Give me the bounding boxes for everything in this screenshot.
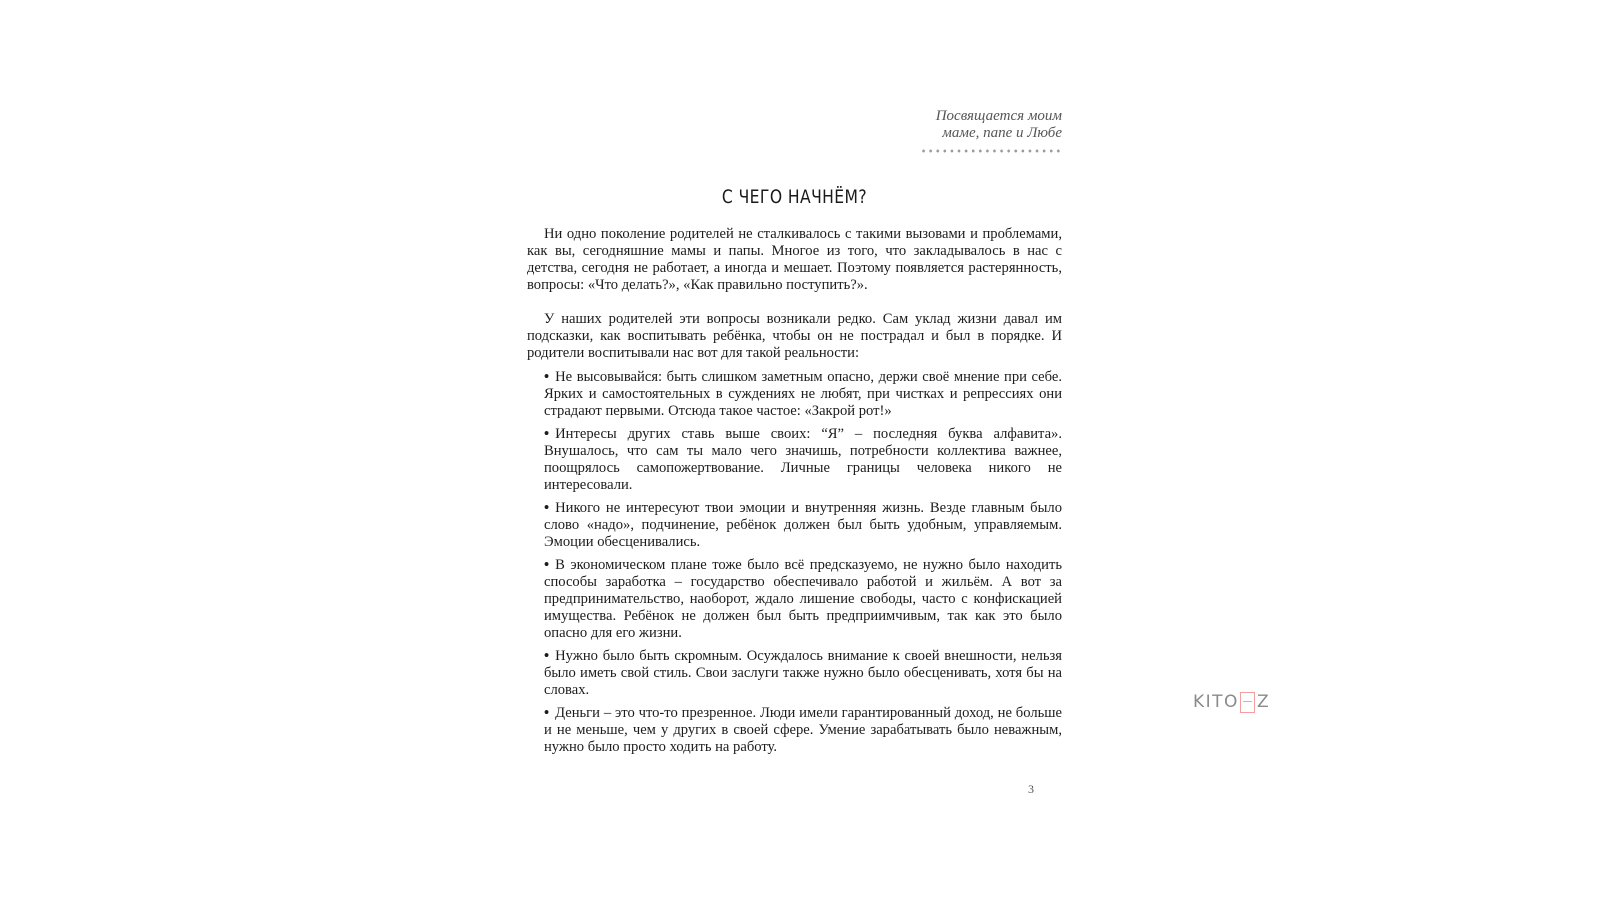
list-item xyxy=(544,557,1062,642)
dotted-divider xyxy=(920,148,1062,154)
list-item-text: Интересы других ставь выше своих: “Я” – последняя буква алфавита». Внушалось, что сам ты мало чего значишь, потребности коллектива важнее, поощрялось самопожертвование. Личные границы человека никого не интересовали. xyxy=(544,426,1062,493)
page-number: 3 xyxy=(1028,782,1034,796)
bullet-icon: • xyxy=(544,648,550,664)
watermark-text-left: KITO xyxy=(1193,692,1239,712)
paragraph-2: У наших родителей эти вопросы возникали редко. Сам уклад жизни давал им подсказки, как воспитывать ребёнка, чтобы он не пострадал и был в порядке. И родители воспитывали нас вот для такой реальности: xyxy=(527,311,1062,361)
dedication-line-2: маме, папе и Любе xyxy=(942,125,1062,141)
list-item-text: В экономическом плане тоже было всё предсказуемо, не нужно было находить способы заработка – государство обеспечивало работой и жильём. А вот за предпринимательство, наоборот, ждало лишение свободы, часто с конфискацией имущества. Ребёнок не должен был быть предприимчивым, так как это было опасно для его жизни. xyxy=(544,557,1062,641)
paragraph-1: Ни одно поколение родителей не сталкивалось с такими вызовами и проблемами, как вы, сегодняшние мамы и папы. Многое из того, что закладывалось в нас с детства, сегодня не работает, а иногда и мешает. Поэтому появляется растерянность, вопросы: «Что делать?», «Как правильно поступить?». xyxy=(527,226,1062,293)
list-item xyxy=(544,500,1062,551)
watermark-logo xyxy=(1193,690,1270,714)
book-page xyxy=(527,100,1062,820)
list-item xyxy=(544,705,1062,756)
bullet-icon: • xyxy=(544,426,550,442)
bullet-list xyxy=(527,369,1062,756)
bullet-icon: • xyxy=(544,705,550,721)
watermark-text-right: Z xyxy=(1256,692,1271,712)
list-item-text: Деньги – это что-то презренное. Люди имели гарантированный доход, не больше и не меньше, чем у других в своей сфере. Умение зарабатывать было неважным, нужно было просто ходить на работу. xyxy=(544,705,1062,755)
body-text xyxy=(527,226,1062,762)
dedication xyxy=(936,108,1062,142)
list-item xyxy=(544,426,1062,494)
list-item-text: Не высовывайся: быть слишком заметным опасно, держи своё мнение при себе. Ярких и самостоятельных в суждениях не любят, при чистках и репрессиях они страдают первыми. Отсюда такое частое: «Закрой рот!» xyxy=(544,369,1062,419)
bullet-icon: • xyxy=(544,557,550,573)
list-item xyxy=(544,369,1062,420)
list-item-text: Нужно было быть скромным. Осуждалось внимание к своей внешности, нельзя было иметь свой стиль. Свои заслуги также нужно было обесценивать, хотя бы на словах. xyxy=(544,648,1062,698)
chapter-title: С ЧЕГО НАЧНЁМ? xyxy=(721,186,868,208)
dedication-line-1: Посвящается моим xyxy=(935,108,1062,124)
bullet-icon: • xyxy=(544,369,550,385)
list-item xyxy=(544,648,1062,699)
list-item-text: Никого не интересуют твои эмоции и внутренняя жизнь. Везде главным было слово «надо», подчинение, ребёнок должен был быть удобным, управляемым. Эмоции обесценивались. xyxy=(544,500,1062,550)
bullet-icon: • xyxy=(544,500,550,516)
watermark-box-icon xyxy=(1240,692,1255,713)
